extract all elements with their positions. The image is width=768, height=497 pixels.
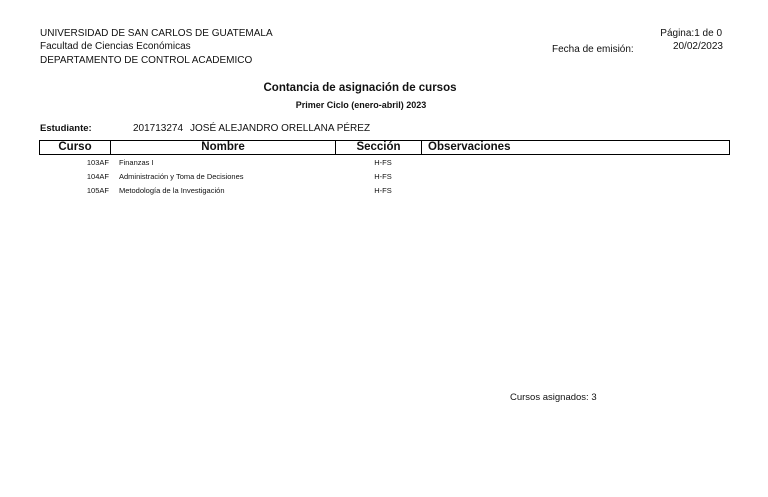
course-name: Administración y Toma de Decisiones [119, 172, 244, 181]
course-code: 105AF [86, 186, 109, 195]
courses-assigned-count: 3 [591, 392, 597, 403]
column-header-observaciones: Observaciones [428, 141, 511, 153]
table-row [0, 185, 768, 196]
table-header [39, 140, 730, 155]
course-name: Metodología de la Investigación [119, 186, 225, 195]
student-name: JOSÉ ALEJANDRO ORELLANA PÉREZ [190, 123, 371, 134]
column-header-curso: Curso [58, 141, 92, 153]
table-row [0, 171, 768, 182]
column-divider [421, 141, 422, 154]
column-header-nombre: Nombre [201, 141, 245, 153]
document-title: Contancia de asignación de cursos [263, 82, 457, 94]
page-number: Página:1 de 0 [660, 28, 722, 39]
emission-label: Fecha de emisión: [552, 44, 634, 55]
courses-assigned-summary [510, 392, 597, 403]
table-row [0, 157, 768, 168]
faculty-name: Facultad de Ciencias Económicas [40, 41, 191, 52]
column-header-seccion: Sección [356, 141, 401, 153]
department-name: DEPARTAMENTO DE CONTROL ACADEMICO [40, 55, 253, 66]
courses-assigned-label: Cursos asignados: [510, 392, 589, 403]
course-code: 104AF [86, 172, 109, 181]
university-name: UNIVERSIDAD DE SAN CARLOS DE GUATEMALA [40, 28, 273, 39]
course-code: 103AF [86, 158, 109, 167]
emission-date: 20/02/2023 [672, 41, 723, 52]
course-section: H-FS [374, 186, 392, 195]
course-section: H-FS [374, 158, 392, 167]
student-label: Estudiante: [40, 123, 92, 134]
student-id: 201713274 [133, 123, 184, 134]
document-subtitle: Primer Ciclo (enero-abril) 2023 [295, 100, 427, 110]
course-section: H-FS [374, 172, 392, 181]
course-name: Finanzas I [119, 158, 154, 167]
